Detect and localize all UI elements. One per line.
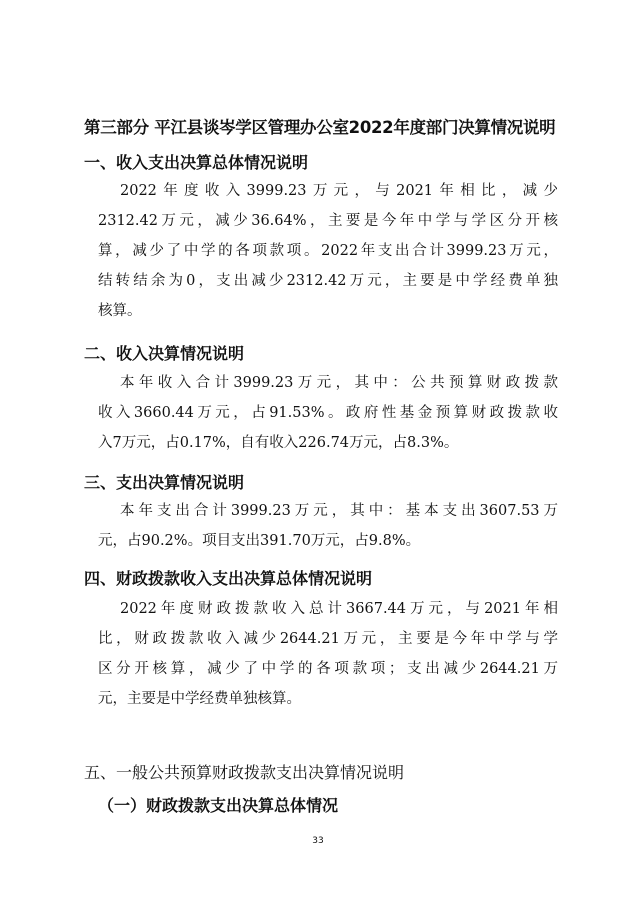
paragraph-line: 本年支出合计3999.23万元，其中：基本支出3607.53万 <box>120 503 558 519</box>
paragraph-line: 元，占90.2%。项目支出391.70万元，占9.8%。 <box>98 533 421 549</box>
section-4-paragraph <box>98 594 558 714</box>
section-1-heading: 一、收入支出决算总体情况说明 <box>84 153 309 172</box>
paragraph-line: 结转结余为0，支出减少2312.42万元，主要是中学经费单独 <box>98 273 558 289</box>
paragraph-line: 元，主要是中学经费单独核算。 <box>98 691 301 707</box>
paragraph-line: 算，减少了中学的各项款项。2022年支出合计3999.23万元， <box>98 243 558 259</box>
section-3-paragraph <box>98 496 558 556</box>
paragraph-line: 区分开核算，减少了中学的各项款项；支出减少2644.21万 <box>98 661 558 677</box>
paragraph-line: 2312.42万元，减少36.64%，主要是今年中学与学区分开核 <box>98 213 558 229</box>
paragraph-line: 2022年度收入3999.23万元，与2021年相比，减少 <box>120 183 558 199</box>
section-2-heading: 二、收入决算情况说明 <box>84 344 245 363</box>
section-4-heading: 四、财政拨款收入支出决算总体情况说明 <box>84 569 373 588</box>
paragraph-line: 入7万元，占0.17%，自有收入226.74万元，占8.3%。 <box>98 435 459 451</box>
part-title: 第三部分 平江县谈岑学区管理办公室2022年度部门决算情况说明 <box>84 118 556 137</box>
paragraph-line: 收入3660.44万元，占91.53%。政府性基金预算财政拨款收 <box>98 405 558 421</box>
section-1-paragraph <box>98 176 558 326</box>
page-number: 33 <box>312 836 324 846</box>
paragraph-line: 本年收入合计3999.23万元，其中：公共预算财政拨款 <box>120 375 558 391</box>
subsection-heading: （一）财政拨款支出决算总体情况 <box>98 796 339 815</box>
section-3-heading: 三、支出决算情况说明 <box>84 473 245 492</box>
section-2-paragraph <box>98 368 558 458</box>
section-5-heading: 五、一般公共预算财政拨款支出决算情况说明 <box>84 763 405 782</box>
paragraph-line: 核算。 <box>98 303 142 319</box>
paragraph-line: 2022年度财政拨款收入总计3667.44万元，与2021年相 <box>120 601 558 617</box>
paragraph-line: 比，财政拨款收入减少2644.21万元，主要是今年中学与学 <box>98 631 558 647</box>
